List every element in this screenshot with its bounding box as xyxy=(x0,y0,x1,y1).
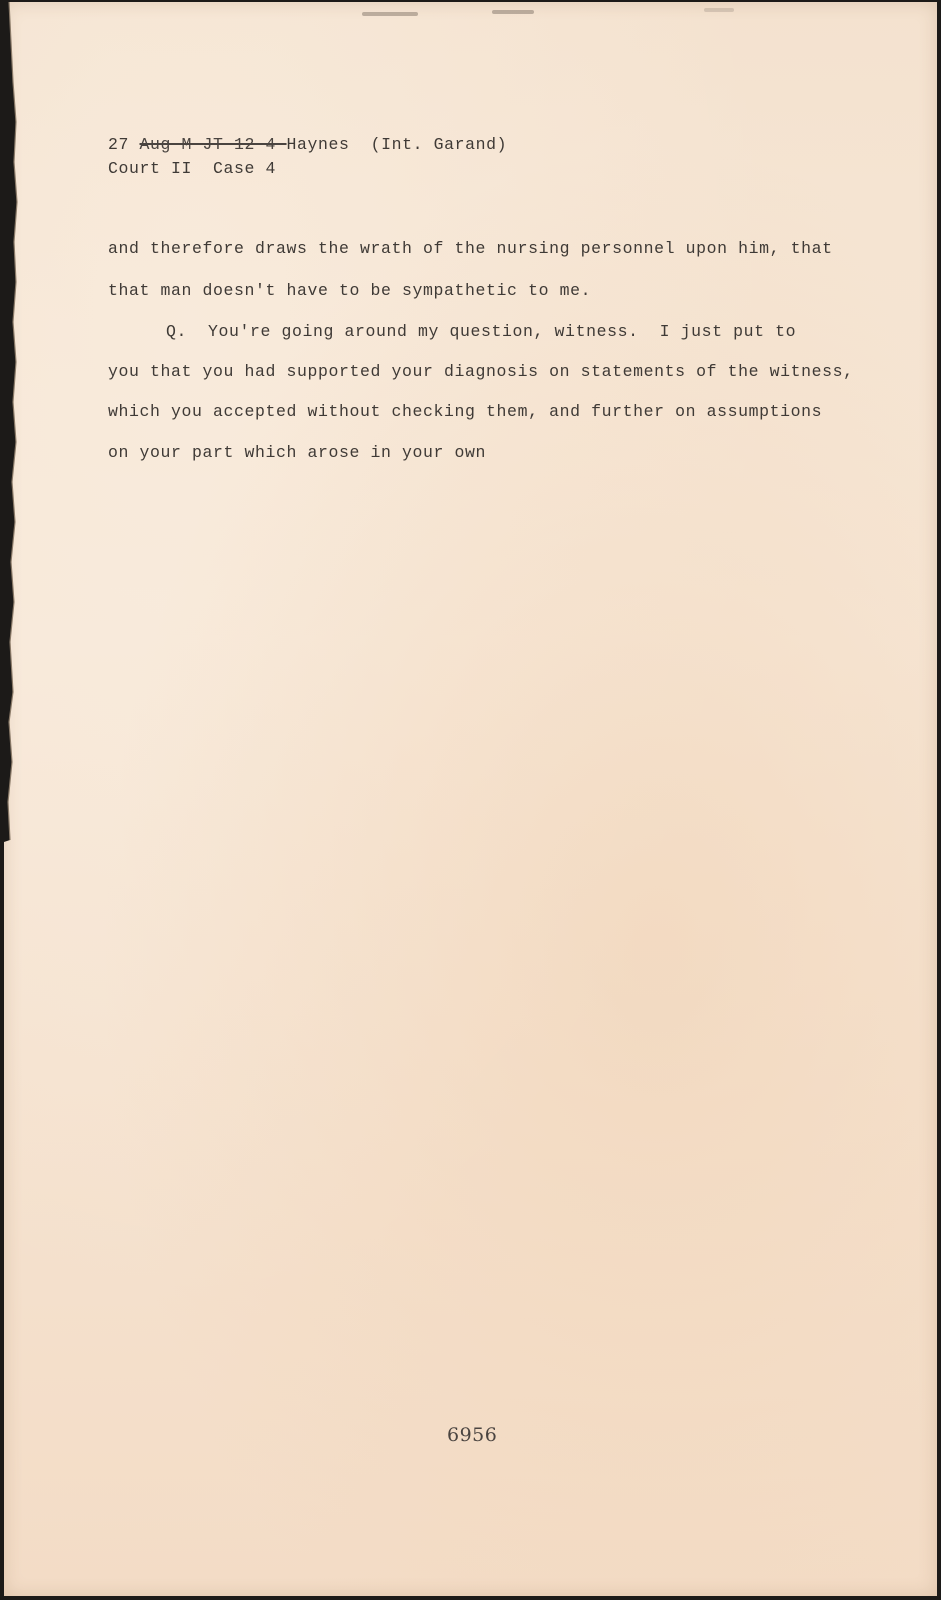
top-smudge-3 xyxy=(704,8,734,12)
top-smudge-2 xyxy=(492,10,534,14)
header-line-1: 27 Aug-M-JT-12-4-Haynes (Int. Garand) xyxy=(108,135,508,154)
header-line-2: Court II Case 4 xyxy=(108,159,277,178)
body-line-3: Q. You're going around my question, witness. I just put to xyxy=(166,322,797,341)
body-line-5: which you accepted without checking them, and further on assumptions xyxy=(108,402,823,421)
body-line-1: and therefore draws the wrath of the nursing personnel upon him, that xyxy=(108,239,833,258)
page-number: 6956 xyxy=(447,1424,498,1446)
body-line-6: on your part which arose in your own xyxy=(108,443,487,462)
torn-left-edge xyxy=(4,2,26,842)
top-smudge-1 xyxy=(362,12,418,16)
body-line-2: that man doesn't have to be sympathetic to me. xyxy=(108,281,592,300)
struck-text: Aug-M-JT-12-4- xyxy=(139,135,287,154)
body-line-4: you that you had supported your diagnosis on statements of the witness, xyxy=(108,362,854,381)
document-page xyxy=(4,2,937,1596)
